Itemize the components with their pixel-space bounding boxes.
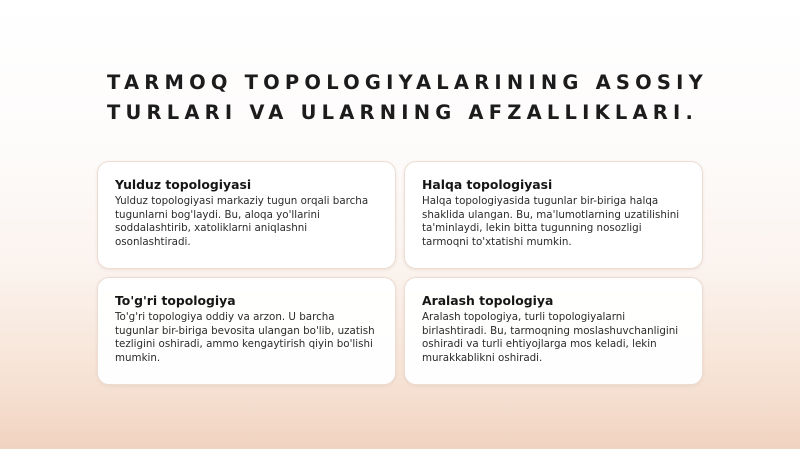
card-description: Yulduz topologiyasi markaziy tugun orqali barcha tugunlarni bog'laydi. Bu, aloqa yo'llarini soddalashtirib, xatoliklarni aniqlashni osonlashtiradi.	[115, 195, 369, 249]
card-title: To'g'ri topologiya	[115, 293, 236, 308]
card-description: Aralash topologiya, turli topologiyalarni birlashtiradi. Bu, tarmoqning moslashuvchanligini oshiradi va turli ehtiyojlarga mos keladi, lekin murakkablikni oshiradi.	[422, 311, 679, 365]
topology-cards-grid	[97, 161, 703, 385]
card-description: To'g'ri topologiya oddiy va arzon. U barcha tugunlar bir-biriga bevosita ulangan bo'lib, uzatish tezligini oshiradi, ammo kengaytirish qiyin bo'lishi mumkin.	[115, 311, 375, 365]
card-description: Halqa topologiyasida tugunlar bir-biriga halqa shaklida ulangan. Bu, ma'lumotlarning uzatilishini ta'minlaydi, lekin bitta tugunning nosozligi tarmoqni to'xtatishi mumkin.	[422, 195, 680, 249]
slide-title: TARMOQ TOPOLOGIYALARINING ASOSIY TURLARI VA ULARNING AFZALLIKLARI.	[107, 71, 708, 124]
card-title: Halqa topologiyasi	[422, 177, 553, 192]
card-star-topology	[97, 161, 396, 269]
card-title: Aralash topologiya	[422, 293, 554, 308]
card-ring-topology	[404, 161, 703, 269]
card-hybrid-topology	[404, 277, 703, 385]
card-title: Yulduz topologiyasi	[115, 177, 252, 192]
card-direct-topology	[97, 277, 396, 385]
